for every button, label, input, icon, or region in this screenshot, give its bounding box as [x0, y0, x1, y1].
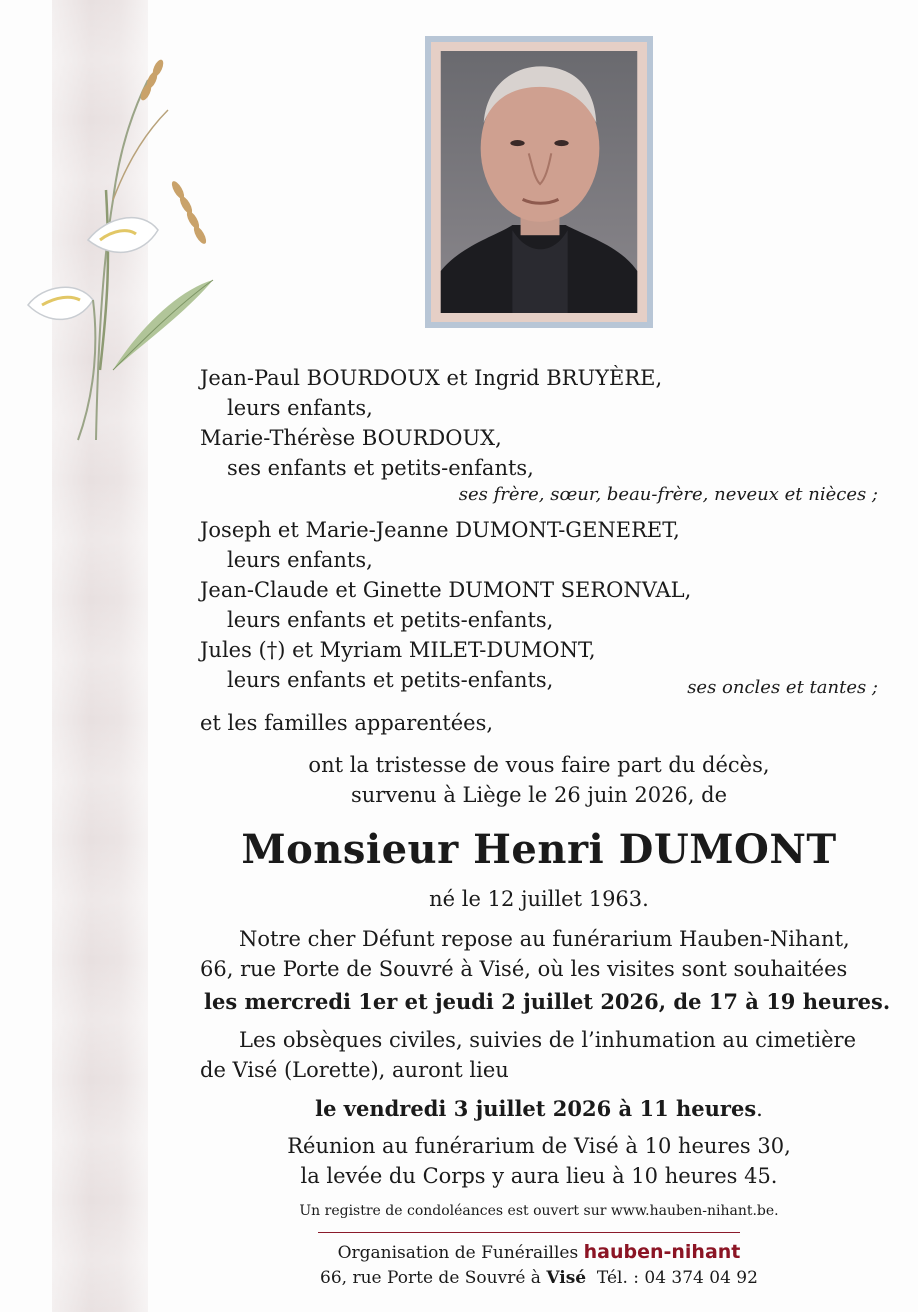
announce-line-2: survenu à Liège le 26 juin 2026, de	[350, 783, 728, 807]
footer-phone: Tél. : 04 374 04 92	[596, 1268, 758, 1288]
visit-line-2: 66, rue Porte de Souvré à Visé, où les visites sont souhaitées	[200, 957, 848, 981]
brand-logo: hauben-nihant	[583, 1241, 741, 1263]
footer-address-row	[80, 1270, 918, 1287]
family-role-1: ses frère, sœur, beau-frère, neveux et nièces ;	[458, 484, 878, 505]
family-line-8: leurs enfants et petits-enfants,	[227, 608, 554, 632]
family-line-1: Jean-Paul BOURDOUX et Ingrid BRUYÈRE,	[200, 366, 663, 390]
funeral-line-1: Les obsèques civiles, suivies de l’inhumation au cimetière	[239, 1028, 857, 1052]
family-line-3: Marie-Thérèse BOURDOUX,	[200, 426, 502, 450]
funeral-date-end: .	[756, 1097, 763, 1121]
visit-dates: les mercredi 1er et jeudi 2 juillet 2026, de 17 à 19 heures.	[204, 989, 891, 1014]
family-line-5: Joseph et Marie-Jeanne DUMONT-GENERET,	[200, 518, 680, 542]
footer-org-row	[80, 1243, 918, 1262]
family-line-9: Jules (†) et Myriam MILET-DUMONT,	[200, 638, 596, 662]
calla-lily-icon	[18, 40, 218, 450]
family-line-2: leurs enfants,	[227, 396, 373, 420]
announce-line-1: ont la tristesse de vous faire part du décès,	[308, 753, 770, 777]
birth-date: né le 12 juillet 1963.	[429, 887, 649, 911]
footer-divider	[318, 1232, 740, 1233]
visit-line-1: Notre cher Défunt repose au funérarium Hauben-Nihant,	[239, 927, 850, 951]
registry-note: Un registre de condoléances est ouvert sur www.hauben-nihant.be.	[299, 1203, 779, 1219]
funeral-date-row	[80, 1098, 918, 1120]
family-line-4: ses enfants et petits-enfants,	[227, 456, 534, 480]
portrait-frame	[425, 36, 653, 328]
family-line-11: et les familles apparentées,	[200, 711, 494, 735]
funeral-line-3: Réunion au funérarium de Visé à 10 heures 30,	[287, 1134, 791, 1158]
portrait-photo	[440, 51, 638, 313]
footer-city: Visé	[546, 1268, 587, 1288]
footer-address: 66, rue Porte de Souvré à	[320, 1268, 541, 1288]
family-line-6: leurs enfants,	[227, 548, 373, 572]
funeral-line-4: la levée du Corps y aura lieu à 10 heures 45.	[300, 1164, 778, 1188]
footer-org: Organisation de Funérailles	[337, 1243, 579, 1263]
family-role-2: ses oncles et tantes ;	[687, 677, 878, 698]
funeral-line-2: de Visé (Lorette), auront lieu	[200, 1058, 509, 1082]
deceased-name: Monsieur Henri DUMONT	[241, 826, 837, 873]
family-line-10: leurs enfants et petits-enfants,	[227, 668, 554, 692]
family-line-7: Jean-Claude et Ginette DUMONT SERONVAL,	[200, 578, 692, 602]
funeral-date: le vendredi 3 juillet 2026 à 11 heures	[315, 1096, 757, 1121]
